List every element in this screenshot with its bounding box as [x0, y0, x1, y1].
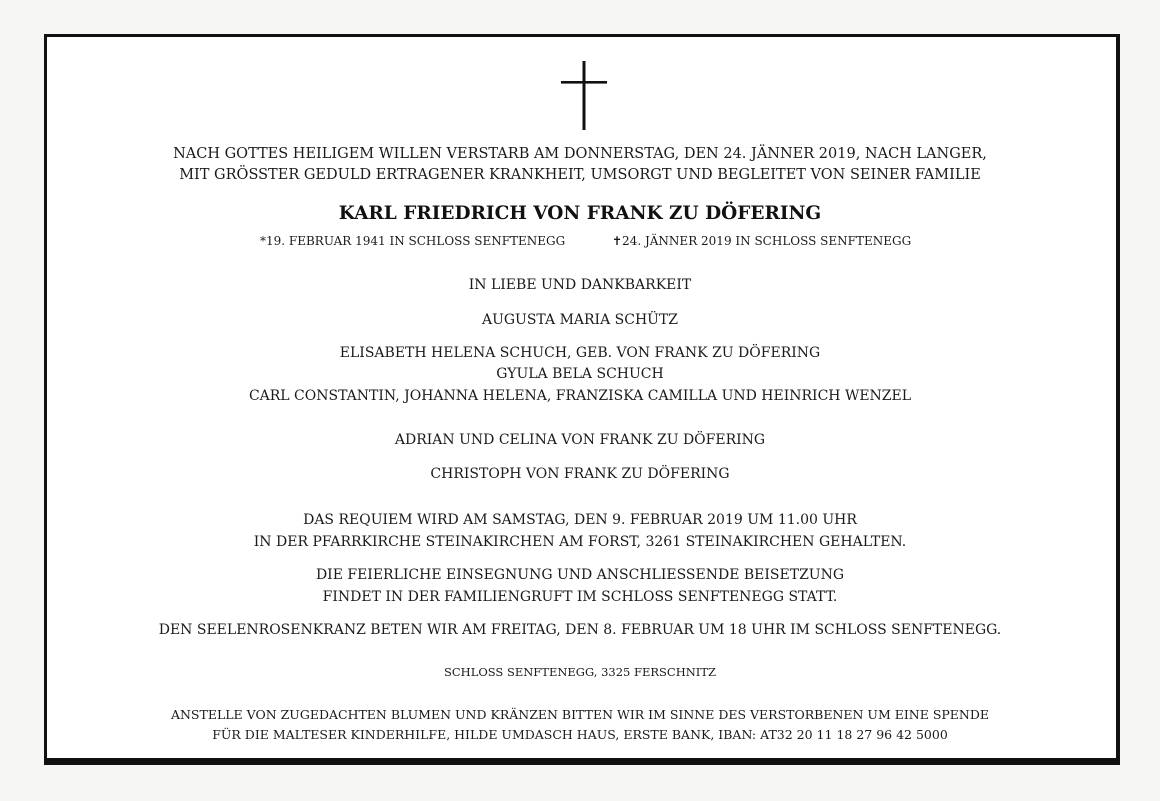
- donation-line-1: ANSTELLE VON ZUGEDACHTEN BLUMEN UND KRÄNZEN BITTEN WIR IM SINNE DES VERSTORBENEN UM EINE SPENDE: [170, 707, 990, 722]
- birth-date: *19. FEBRUAR 1941 IN SCHLOSS SENFTENEGG: [260, 234, 566, 248]
- mourner-line: GYULA BELA SCHUCH: [496, 366, 664, 382]
- mourner-line: ADRIAN UND CELINA VON FRANK ZU DÖFERING: [394, 432, 766, 448]
- mourner-line: CHRISTOPH VON FRANK ZU DÖFERING: [430, 466, 730, 482]
- intro-line-1: NACH GOTTES HEILIGEM WILLEN VERSTARB AM DONNERSTAG, DEN 24. JÄNNER 2019, NACH LANGER,: [173, 146, 987, 162]
- requiem-line-2: IN DER PFARRKIRCHE STEINAKIRCHEN AM FORST, 3261 STEINAKIRCHEN GEHALTEN.: [253, 534, 907, 550]
- intro-line-2: MIT GRÖSSTER GEDULD ERTRAGENER KRANKHEIT, UMSORGT UND BEGLEITET VON SEINER FAMILIE: [179, 167, 981, 183]
- deceased-name: KARL FRIEDRICH VON FRANK ZU DÖFERING: [338, 203, 822, 224]
- death-date: ✝24. JÄNNER 2019 IN SCHLOSS SENFTENEGG: [612, 234, 912, 248]
- mourner-line: ELISABETH HELENA SCHUCH, GEB. VON FRANK ZU DÖFERING: [339, 345, 821, 361]
- address-line: SCHLOSS SENFTENEGG, 3325 FERSCHNITZ: [443, 665, 717, 679]
- mourner-line: AUGUSTA MARIA SCHÜTZ: [481, 312, 679, 328]
- burial-line-1: DIE FEIERLICHE EINSEGNUNG UND ANSCHLIESSENDE BEISETZUNG: [315, 567, 845, 583]
- requiem-line-1: DAS REQUIEM WIRD AM SAMSTAG, DEN 9. FEBRUAR 2019 UM 11.00 UHR: [303, 512, 857, 528]
- mourner-line: CARL CONSTANTIN, JOHANNA HELENA, FRANZISKA CAMILLA UND HEINRICH WENZEL: [248, 388, 912, 404]
- rosary-line: DEN SEELENROSENKRANZ BETEN WIR AM FREITAG, DEN 8. FEBRUAR UM 18 UHR IM SCHLOSS SENFTENEGG.: [158, 622, 1002, 638]
- burial-line-2: FINDET IN DER FAMILIENGRUFT IM SCHLOSS SENFTENEGG STATT.: [322, 589, 838, 605]
- latin-cross-icon: [561, 61, 607, 130]
- dedication: IN LIEBE UND DANKBARKEIT: [468, 277, 692, 293]
- donation-line-2: FÜR DIE MALTESER KINDERHILFE, HILDE UMDASCH HAUS, ERSTE BANK, IBAN: AT32 20 11 18 27 96 42 5000: [212, 727, 948, 742]
